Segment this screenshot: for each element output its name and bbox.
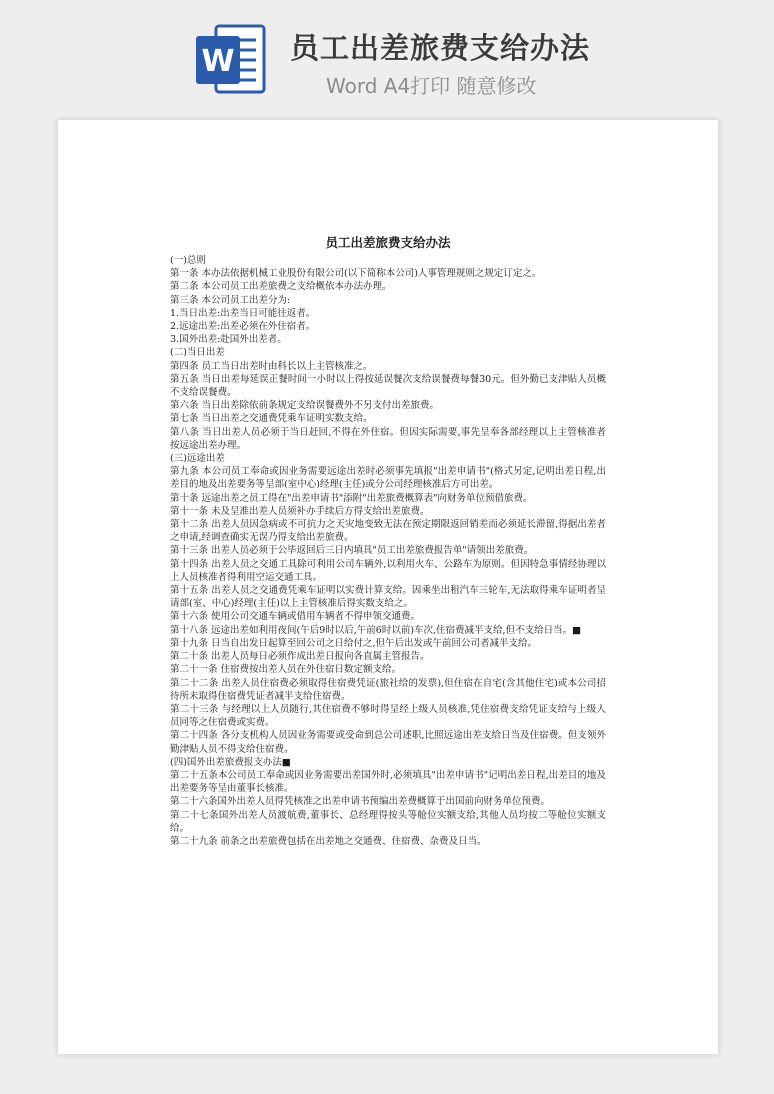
paragraph: 第四条 员工当日出差时由科长以上主管核准之。 bbox=[170, 360, 373, 372]
paragraph: 第十二条 出差人员因急病或不可抗力之天灾地变致无法在预定期限返回销差而必须延长滞留,得据出差者之申请,经调查确实无误乃得支给出差旅费。 bbox=[170, 519, 606, 544]
document-title: 员工出差旅费支给办法 bbox=[325, 235, 451, 250]
paragraph: 第十九条 日当自出发日起算至回公司之日给付之,但午后出发或午前回公司者减半支给。 bbox=[170, 637, 538, 649]
paragraph: 2.远途出差:出差必须在外住宿者。 bbox=[170, 321, 316, 333]
paragraph: (三)远途出差 bbox=[170, 453, 225, 465]
paragraph: 第六条 当日出差除依前条规定支给误餐费外不另支付出差旅费。 bbox=[170, 400, 440, 412]
banner-subtitle: Word A4打印 随意修改 bbox=[326, 74, 537, 98]
paragraph: 第二十二条 出差人员住宿费必须取得住宿费凭证(旅社给的发票),但住宿在自宅(含其他住宅)或本公司招待所未取得住宿费凭证者减半支给住宿费。 bbox=[170, 677, 606, 702]
paragraph: 第一条 本办法依据机械工业股份有限公司(以下简称本公司)人事管理规则之规定订定之。 bbox=[170, 268, 542, 280]
paragraph: 第二十九条 前条之出差旅费包括在出差地之交通费、住宿费、杂费及日当。 bbox=[170, 835, 487, 847]
header-banner bbox=[0, 0, 774, 118]
logo-letter: W bbox=[201, 44, 235, 79]
paragraph: 第十三条 出差人员必须于公毕返回后三日内填具"员工出差旅费报告单"请领出差旅费。 bbox=[170, 545, 534, 557]
paragraph: 第十六条 使用公司交通车辆或借用车辆者不得申领交通费。 bbox=[170, 611, 421, 623]
paragraph: 第二十一条 住宿费按出差人员在外住宿日数定额支给。 bbox=[170, 664, 402, 676]
paragraph: 第二十条 出差人员每日必须作成出差日报向各直属主管报告。 bbox=[170, 651, 430, 663]
paragraph: (一)总则 bbox=[170, 255, 206, 266]
paragraph: 第十八条 远途出差如利用夜间(午后9时以后,午前6时以前)车次,住宿费减半支给,但不支给日当。■ bbox=[170, 624, 582, 636]
paragraph: 第二十三条 与经理以上人员随行,其住宿费不够时得呈经上级人员核准,凭住宿费支给凭证支给与上级人员同等之住宿费或实费。 bbox=[170, 703, 606, 729]
paragraph: 第十四条 出差人员之交通工具除可利用公司车辆外,以利用火车、公路车为原则。但因特急事情经协理以上人员核准者得利用空运交通工具。 bbox=[170, 558, 606, 583]
paragraph-list bbox=[170, 254, 606, 848]
paragraph: (二)当日出差 bbox=[170, 347, 225, 359]
paragraph: 第九条 本公司员工奉命或因业务需要远途出差时必须事先填报"出差申请书"(格式另定,记明出差日程,出差目的地及出差要务等呈部(室中心)经理(主任)或分公司经理核准后方可出差。 bbox=[170, 466, 606, 491]
paragraph: 第七条 当日出差之交通费凭乘车证明实数支给。 bbox=[170, 413, 373, 425]
paragraph: 第二十七条国外出差人员渡航费,董事长、总经理得按头等舱位实额支给,其他人员均按二等舱位实额支给。 bbox=[170, 809, 606, 834]
paragraph: 第二十六条国外出差人员得凭核准之出差申请书预编出差费概算于出国前向财务单位预费。 bbox=[170, 796, 551, 808]
paragraph: 第二十五条本公司员工奉命或因业务需要出差国外时,必须填具"出差申请书"记明出差日程,出差目的地及出差要务等呈由董事长核准。 bbox=[170, 769, 606, 795]
paragraph: 第十五条 出差人员之交通费凭乘车证明以实费计算支给。因乘坐出租汽车三轮车,无法取得乘车证明者呈请部(室、中心)经理(主任)以上主管核准后得实数支给之。 bbox=[170, 585, 606, 610]
paragraph: 第二十四条 各分支机构人员因业务需要或受命到总公司述职,比照远途出差支给日当及住宿费。但支领外勤津贴人员不得支给住宿费。 bbox=[170, 730, 606, 755]
paragraph: 第二条 本公司员工出差旅费之支给概依本办法办理。 bbox=[170, 281, 392, 293]
paragraph: 第十条 远途出差之员工得在"出差申请书"添附"出差旅费概算表"向财务单位预借旅费。 bbox=[170, 492, 533, 504]
paragraph: 第十一条 未及呈准出差人员须补办手续后方得支给出差旅费。 bbox=[170, 505, 430, 517]
paragraph: 3.国外出差:赴国外出差者。 bbox=[170, 334, 287, 346]
paragraph: (四)国外出差旅费报支办法■ bbox=[170, 756, 291, 768]
paragraph: 第三条 本公司员工出差分为: bbox=[170, 294, 291, 306]
paragraph: 第八条 当日出差人员必须于当日赶回,不得在外住宿。但因实际需要,事先呈奉各部经理以上主管核准者按远途出差办理。 bbox=[170, 426, 606, 451]
document-body bbox=[170, 233, 606, 848]
paragraph: 1.当日出差:出差当日可能往返者。 bbox=[170, 307, 316, 319]
paragraph: 第五条 当日出差每延误正餐时间一小时以上得按延误餐次支给误餐费每餐30元。但外勤已支津贴人员概不支给误餐费。 bbox=[170, 373, 606, 399]
document-page bbox=[58, 120, 718, 1054]
word-app-icon bbox=[194, 22, 268, 96]
banner-title: 员工出差旅费支给办法 bbox=[290, 31, 591, 65]
